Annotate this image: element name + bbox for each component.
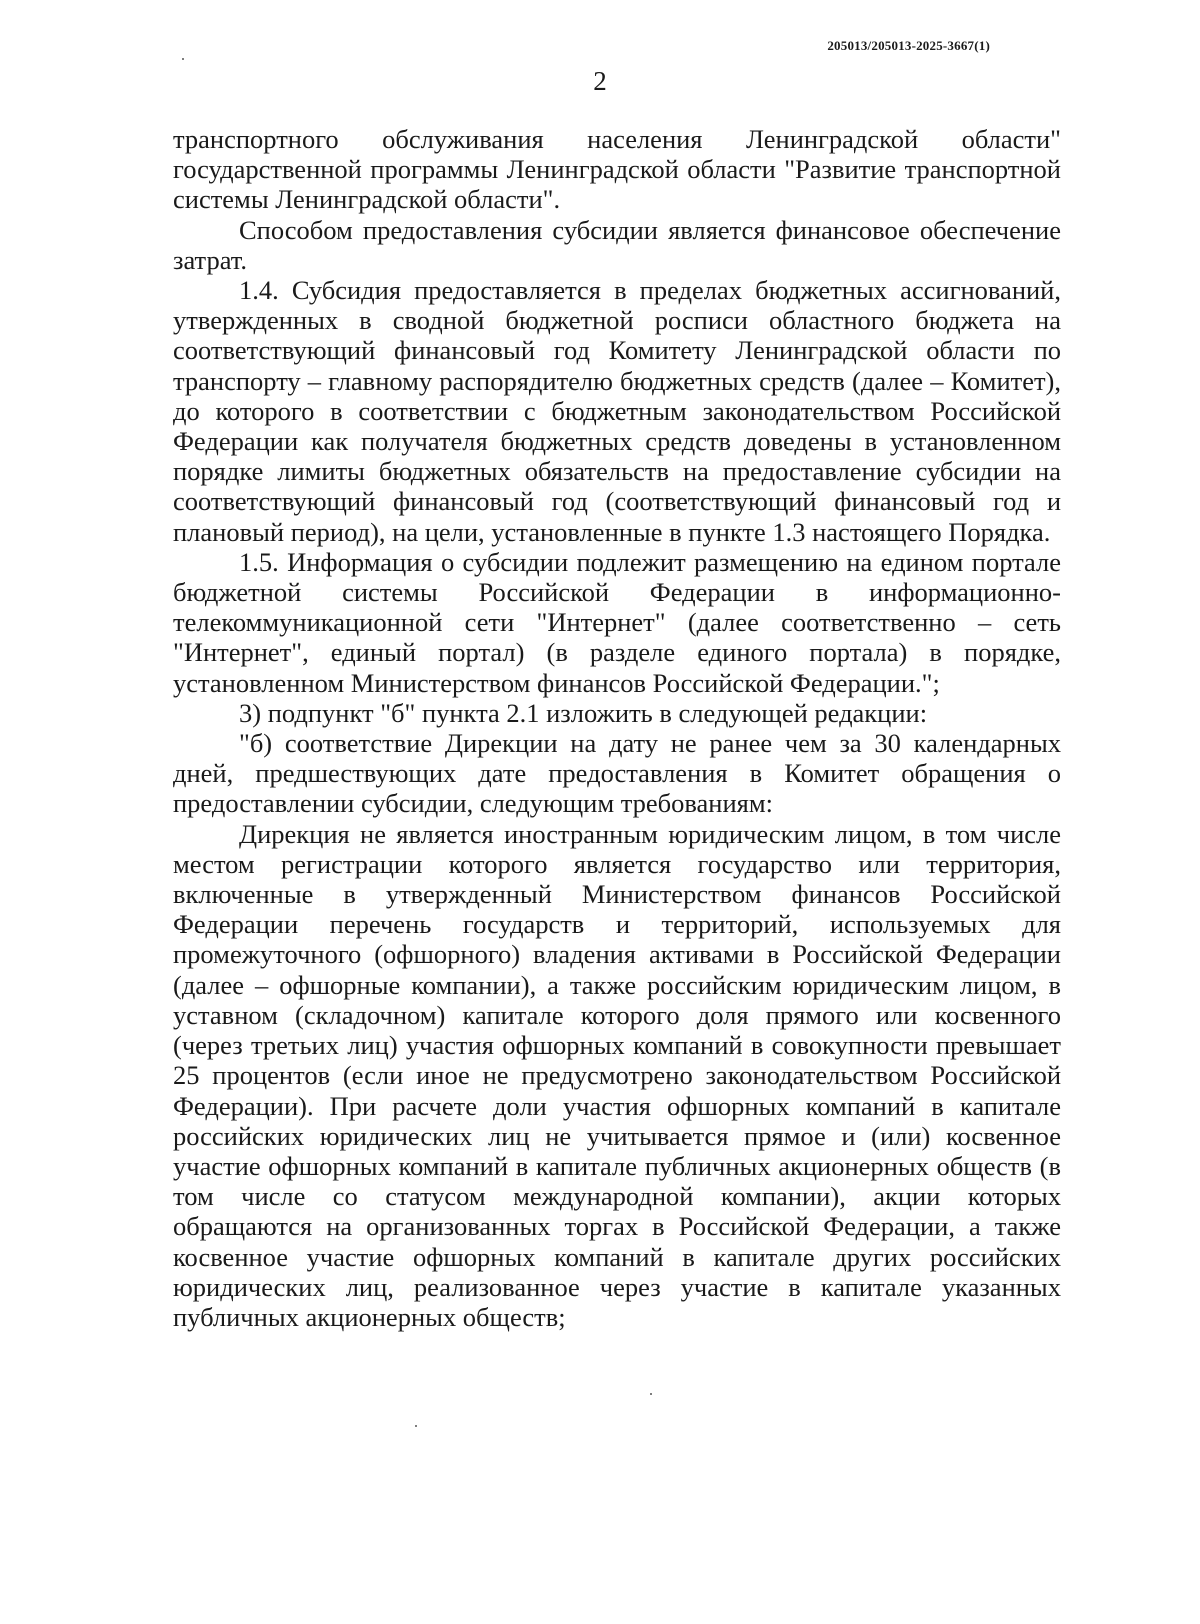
paragraph-clause-1-5: 1.5. Информация о субсидии подлежит размещению на едином портале бюджетной системы Российской Федерации в информационно-телекоммуникационной сети "Интернет" (далее соответственно – сеть "Интернет", единый портал) (в разделе единого портала) в порядке, установленном Министерством финансов Российской Федерации."; [173,546,1061,698]
page-number: 2 [593,66,607,96]
document-id: 205013/205013-2025-3667(1) [827,38,990,53]
paragraph-subsidy-method: Способом предоставления субсидии является финансовое обеспечение затрат. [173,214,1061,275]
paragraph-amendment-3: 3) подпункт "б" пункта 2.1 изложить в следующей редакции: [239,697,928,728]
paragraph-offshore-requirement: Дирекция не является иностранным юридическим лицом, в том числе местом регистрации которого является государство или территория, включенные в утвержденный Министерством финансов Российской Федерации перечень государств и территорий, используемых для промежуточного (офшорного) владения активами в Российской Федерации (далее – офшорные компании), а также российским юридическим лицом, в уставном (складочном) капитале которого доля прямого или косвенного (через третьих лиц) участия офшорных компаний в совокупности превышает 25 процентов (если иное не предусмотрено законодательством Российской Федерации). При расчете доли участия офшорных компаний в капитале российских юридических лиц не учитывается прямое и (или) косвенное участие офшорных компаний в капитале публичных акционерных обществ (в том числе со статусом международной компании), акции которых обращаются на организованных торгах в Российской Федерации, а также косвенное участие офшорных компаний в капитале других российских юридических лиц, реализованное через участие в капитале указанных публичных акционерных обществ; [173,818,1061,1332]
paragraph-clause-1-4: 1.4. Субсидия предоставляется в пределах бюджетных ассигнований, утвержденных в сводной бюджетной росписи областного бюджета на соответствующий финансовый год Комитету Ленинградской области по транспорту – главному распорядителю бюджетных средств (далее – Комитет), до которого в соответствии с бюджетным законодательством Российской Федерации как получателя бюджетных средств доведены в установленном порядке лимиты бюджетных обязательств на предоставление субсидии на соответствующий финансовый год (соответствующий финансовый год и плановый период), на цели, установленные в пункте 1.3 настоящего Порядка. [173,275,1061,547]
paragraph-program-name: транспортного обслуживания населения Ленинградской области" государственной программы Ленинградской области "Развитие транспортной системы Ленинградской области". [173,124,1061,215]
scan-speck [650,1393,652,1395]
scan-speck [182,58,184,60]
scan-speck [415,1425,417,1427]
document-body [173,124,1061,1332]
paragraph-subclause-b: "б) соответствие Дирекции на дату не ранее чем за 30 календарных дней, предшествующих дате предоставления в Комитет обращения о предоставлении субсидии, следующим требованиям: [173,728,1061,819]
